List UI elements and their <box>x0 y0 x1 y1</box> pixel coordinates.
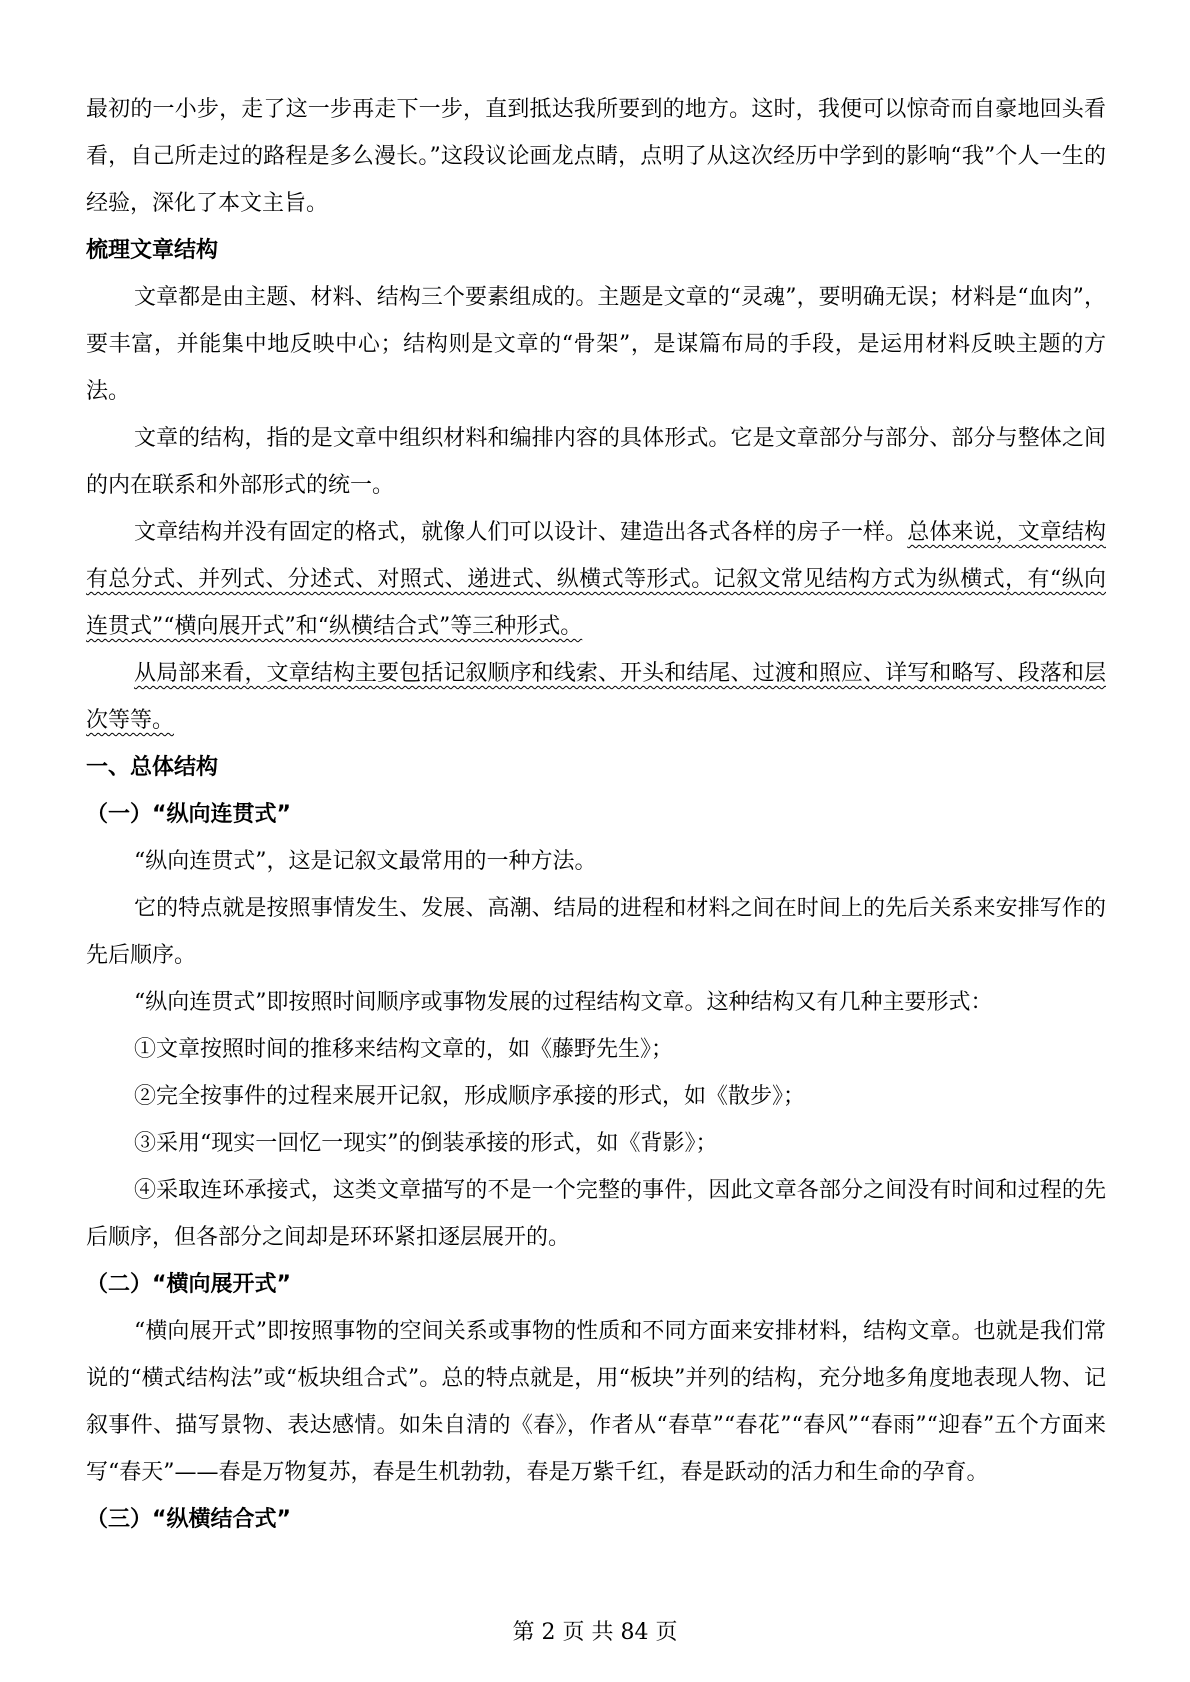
paragraph-text: 文章结构并没有固定的格式，就像人们可以设计、建造出各式各样的房子一样。 <box>134 520 908 545</box>
paragraph: 它的特点就是按照事情发生、发展、高潮、结局的进程和材料之间在时间上的先后关系来安排写作的先后顺序。 <box>86 896 1106 968</box>
list-item: ①文章按照时间的推移来结构文章的，如《藤野先生》； <box>134 1037 674 1062</box>
subsection-heading: （一）“纵向连贯式” <box>86 802 291 827</box>
paragraph: “纵向连贯式”即按照时间顺序或事物发展的过程结构文章。这种结构又有几种主要形式： <box>134 990 993 1015</box>
underlined-text: 总体来说，文章结构有总分式、并列式、分述式、对照式、递进式、纵横式等形式。记叙文常见结构方式为纵横式，有“纵向连贯式”“横向展开式”和“纵横结合式”等三种形式。 <box>86 520 1106 639</box>
paragraph: 文章的结构，指的是文章中组织材料和编排内容的具体形式。它是文章部分与部分、部分与整体之间的内在联系和外部形式的统一。 <box>86 426 1106 498</box>
document-body <box>86 86 1106 1543</box>
list-item: ④采取连环承接式，这类文章描写的不是一个完整的事件，因此文章各部分之间没有时间和过程的先后顺序，但各部分之间却是环环紧扣逐层展开的。 <box>86 1178 1106 1250</box>
paragraph: 文章都是由主题、材料、结构三个要素组成的。主题是文章的“灵魂”，要明确无误；材料是“血肉”，要丰富，并能集中地反映中心；结构则是文章的“骨架”，是谋篇布局的手段，是运用材料反映主题的方法。 <box>86 285 1106 404</box>
subsection-heading: （二）“横向展开式” <box>86 1272 291 1297</box>
underlined-text: 从局部来看，文章结构主要包括记叙顺序和线索、开头和结尾、过渡和照应、详写和略写、段落和层次等等。 <box>86 661 1106 733</box>
paragraph: “横向展开式”即按照事物的空间关系或事物的性质和不同方面来安排材料，结构文章。也就是我们常说的“横式结构法”或“板块组合式”。总的特点就是，用“板块”并列的结构，充分地多角度地表现人物、记叙事件、描写景物、表达感情。如朱自清的《春》，作者从“春草”“春花”“春风”“春雨”“迎春”五个方面来写“春天”——春是万物复苏，春是生机勃勃，春是万紫千红，春是跃动的活力和生命的孕育。 <box>86 1319 1106 1485</box>
list-item: ③采用“现实一回忆一现实”的倒装承接的形式，如《背影》； <box>134 1131 718 1156</box>
section-heading: 一、总体结构 <box>86 755 219 780</box>
paragraph <box>86 650 1106 744</box>
list-item: ②完全按事件的过程来展开记叙，形成顺序承接的形式，如《散步》； <box>134 1084 806 1109</box>
section-heading: 梳理文章结构 <box>86 238 219 263</box>
paragraph: 最初的一小步，走了这一步再走下一步，直到抵达我所要到的地方。这时，我便可以惊奇而自豪地回头看看，自己所走过的路程是多么漫长。”这段议论画龙点睛，点明了从这次经历中学到的影响“我”个人一生的经验，深化了本文主旨。 <box>86 97 1106 216</box>
subsection-heading: （三）“纵横结合式” <box>86 1507 291 1532</box>
page-footer: 第 2 页 共 84 页 <box>512 1620 678 1645</box>
paragraph <box>86 509 1106 650</box>
paragraph: “纵向连贯式”，这是记叙文最常用的一种方法。 <box>134 849 597 874</box>
